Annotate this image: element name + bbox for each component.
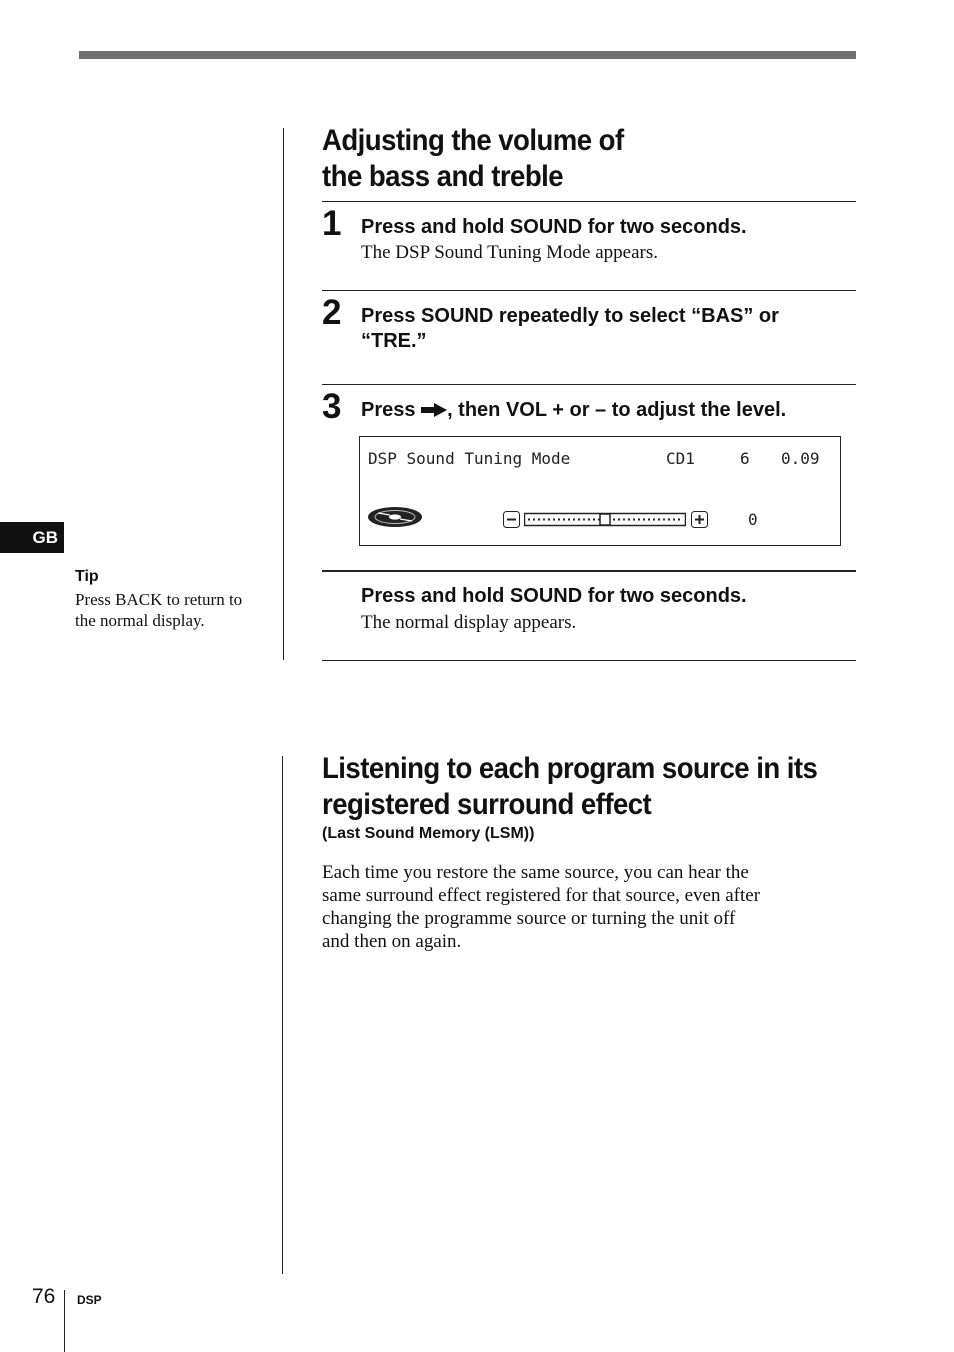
dsp-display-illustration: [359, 436, 841, 546]
step2-number: 2: [322, 293, 342, 332]
section2-body-line1: Each time you restore the same source, you can hear the: [322, 862, 749, 883]
section2-title-line1: Listening to each program source in its: [322, 752, 818, 785]
section2-subtitle: (Last Sound Memory (LSM)): [322, 825, 535, 842]
tip-body: [75, 589, 242, 631]
section2-body-line4: and then on again.: [322, 931, 462, 952]
footer-divider: [64, 1290, 65, 1352]
column-divider-top: [283, 128, 284, 660]
display-track: 6: [740, 449, 750, 468]
section2-body-line2: same surround effect registered for that source, even after: [322, 885, 761, 906]
page-number: 76: [32, 1285, 56, 1308]
step2-title-line2: “TRE.”: [361, 330, 427, 352]
step1-body: The DSP Sound Tuning Mode appears.: [361, 242, 658, 263]
step3-number: 3: [322, 387, 342, 426]
header-bar: [79, 51, 856, 59]
section-label: DSP: [77, 1293, 102, 1307]
step4-title: Press and hold SOUND for two seconds.: [361, 585, 747, 607]
step4-body: The normal display appears.: [361, 612, 577, 633]
language-tab: GB: [0, 522, 64, 553]
level-bar: [524, 511, 686, 528]
display-level-value: 0: [748, 510, 758, 529]
display-source: CD1: [666, 449, 695, 468]
step1-rule: [322, 201, 856, 202]
column-divider-bottom: [282, 756, 283, 1274]
section2-body-line3: changing the programme source or turning the unit off: [322, 908, 736, 929]
step2-title-line1: Press SOUND repeatedly to select “BAS” or: [361, 305, 779, 327]
display-time: 0.09: [781, 449, 820, 468]
section1-title-line2: the bass and treble: [322, 160, 564, 193]
step2-rule: [322, 290, 856, 291]
display-mode-text: DSP Sound Tuning Mode: [368, 449, 571, 468]
step1-number: 1: [322, 204, 342, 243]
section2-title-line2: registered surround effect: [322, 788, 652, 821]
section2-body: [322, 861, 760, 953]
step3-title-prefix: Press: [361, 399, 416, 421]
step1-title: Press and hold SOUND for two seconds.: [361, 216, 747, 238]
step3-rule: [322, 384, 856, 385]
tip-line2: the normal display.: [75, 611, 205, 630]
section1-end-rule: [322, 660, 856, 661]
minus-icon: [503, 511, 520, 528]
step3-title: [361, 398, 786, 423]
plus-icon: [691, 511, 708, 528]
step3-title-suffix: , then VOL + or – to adjust the level.: [447, 399, 787, 421]
level-marker: [600, 514, 610, 525]
section1-title-line1: Adjusting the volume of: [322, 124, 624, 157]
cd-disc-icon: [366, 505, 424, 529]
tip-heading: Tip: [75, 568, 99, 585]
right-arrow-icon: [421, 403, 447, 417]
tip-line1: Press BACK to return to: [75, 590, 243, 609]
step4-rule: [322, 570, 856, 572]
